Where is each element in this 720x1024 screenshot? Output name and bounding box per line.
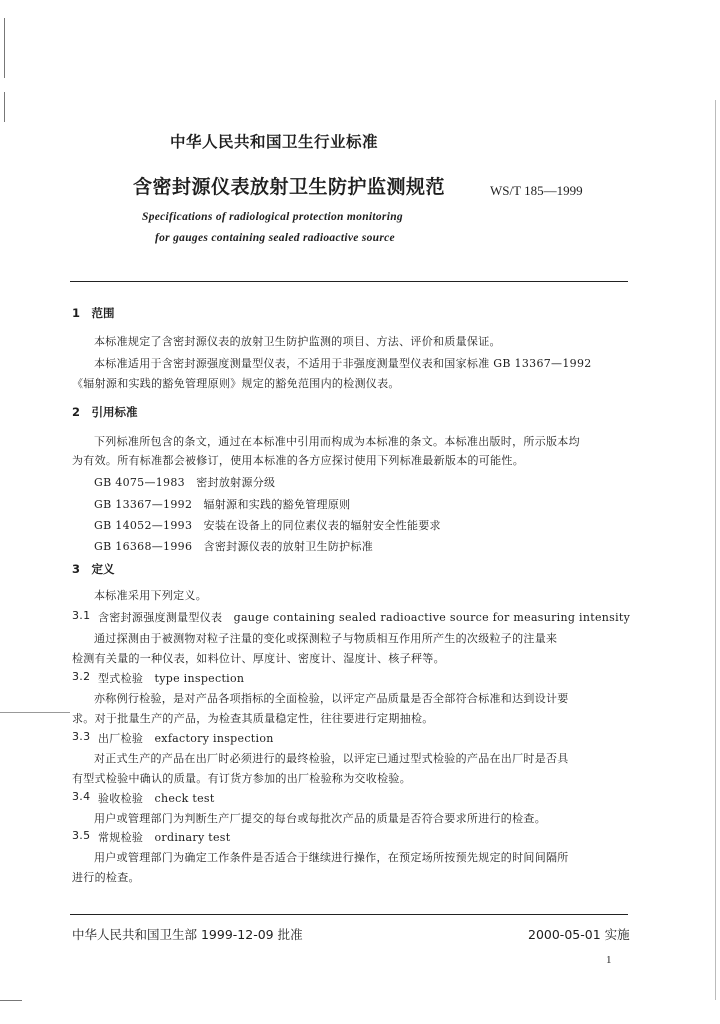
page-number: 1 bbox=[606, 954, 612, 966]
approval-line: 中华人民共和国卫生部 1999-12-09 批准 bbox=[72, 927, 303, 942]
definition-3-5-line-2: 进行的检查。 bbox=[72, 871, 140, 884]
definition-3-1-term: 含密封源强度测量型仪表 gauge containing sealed radioactive source for measuring intensity bbox=[98, 611, 631, 624]
definition-3-5-term: 常规检验 ordinary test bbox=[98, 831, 231, 844]
section-3-heading: 3 定义 bbox=[72, 562, 115, 576]
section-2-para-line-1: 下列标准所包含的条文，通过在本标准中引用而构成为本标准的条文。本标准出版时，所示版本均 bbox=[94, 435, 580, 448]
definition-3-3-number: 3.3 bbox=[72, 730, 91, 743]
section-1-para-2-line-2: 《辐射源和实践的豁免管理原则》规定的豁免范围内的检测仪表。 bbox=[72, 377, 400, 390]
reference-standard-4: GB 16368—1996 含密封源仪表的放射卫生防护标准 bbox=[94, 540, 374, 553]
header-divider bbox=[70, 281, 628, 282]
definition-3-3-term: 出厂检验 exfactory inspection bbox=[98, 732, 274, 745]
footer-divider bbox=[70, 914, 628, 915]
section-1-heading: 1 范围 bbox=[72, 306, 115, 320]
definition-3-3-line-2: 有型式检验中确认的质量。有订货方参加的出厂检验称为交收检验。 bbox=[72, 772, 411, 785]
definition-3-4-number: 3.4 bbox=[72, 790, 91, 803]
reference-standard-3: GB 14052—1993 安装在设备上的同位素仪表的辐射安全性能要求 bbox=[94, 519, 441, 532]
definition-3-2-line-2: 求。对于批量生产的产品，为检查其质量稳定性，往往要进行定期抽检。 bbox=[72, 712, 434, 725]
standard-code: WS/T 185—1999 bbox=[490, 183, 583, 198]
definition-3-4-term: 验收检验 check test bbox=[98, 792, 215, 805]
english-title-line-2: for gauges containing sealed radioactive source bbox=[155, 232, 395, 244]
definition-3-2-number: 3.2 bbox=[72, 670, 91, 683]
implementation-date: 2000-05-01 实施 bbox=[528, 927, 630, 942]
section-1-para-2-line-1: 本标准适用于含密封源强度测量型仪表，不适用于非强度测量型仪表和国家标准 GB 13367—1992 bbox=[94, 357, 592, 370]
section-1-para-1: 本标准规定了含密封源仪表的放射卫生防护监测的项目、方法、评价和质量保证。 bbox=[94, 335, 501, 348]
section-2-para-line-2: 为有效。所有标准都会被修订，使用本标准的各方应探讨使用下列标准最新版本的可能性。 bbox=[72, 454, 524, 467]
definition-3-5-number: 3.5 bbox=[72, 829, 91, 842]
reference-standard-2: GB 13367—1992 辐射源和实践的豁免管理原则 bbox=[94, 498, 351, 511]
definition-3-2-term: 型式检验 type inspection bbox=[98, 672, 245, 685]
definition-3-2-line-1: 亦称例行检验，是对产品各项指标的全面检验，以评定产品质量是否全部符合标准和达到设计要 bbox=[94, 692, 569, 705]
section-3-intro: 本标准采用下列定义。 bbox=[94, 589, 207, 602]
issuing-org-line: 中华人民共和国卫生行业标准 bbox=[170, 133, 379, 151]
scan-mark-left-4 bbox=[0, 1000, 22, 1001]
english-title-line-1: Specifications of radiological protection monitoring bbox=[142, 211, 403, 223]
scan-mark-left-2 bbox=[4, 92, 5, 122]
definition-3-1-line-1: 通过探测由于被测物对粒子注量的变化或探测粒子与物质相互作用所产生的次级粒子的注量来 bbox=[94, 632, 558, 645]
scan-mark-right-1 bbox=[715, 100, 716, 1000]
scan-mark-left-3 bbox=[0, 712, 70, 713]
reference-standard-1: GB 4075—1983 密封放射源分级 bbox=[94, 476, 276, 489]
definition-3-1-number: 3.1 bbox=[72, 609, 91, 622]
definition-3-5-line-1: 用户或管理部门为确定工作条件是否适合于继续进行操作，在预定场所按预先规定的时间间隔所 bbox=[94, 851, 569, 864]
definition-3-1-line-2: 检测有关量的一种仪表，如料位计、厚度计、密度计、湿度计、核子秤等。 bbox=[72, 652, 445, 665]
definition-3-3-line-1: 对正式生产的产品在出厂时必须进行的最终检验，以评定已通过型式检验的产品在出厂时是否具 bbox=[94, 752, 569, 765]
definition-3-4-line-1: 用户或管理部门为判断生产厂提交的每台或每批次产品的质量是否符合要求所进行的检查。 bbox=[94, 812, 546, 825]
document-title: 含密封源仪表放射卫生防护监测规范 bbox=[133, 176, 446, 198]
scan-mark-left-1 bbox=[4, 18, 5, 78]
section-2-heading: 2 引用标准 bbox=[72, 405, 138, 419]
